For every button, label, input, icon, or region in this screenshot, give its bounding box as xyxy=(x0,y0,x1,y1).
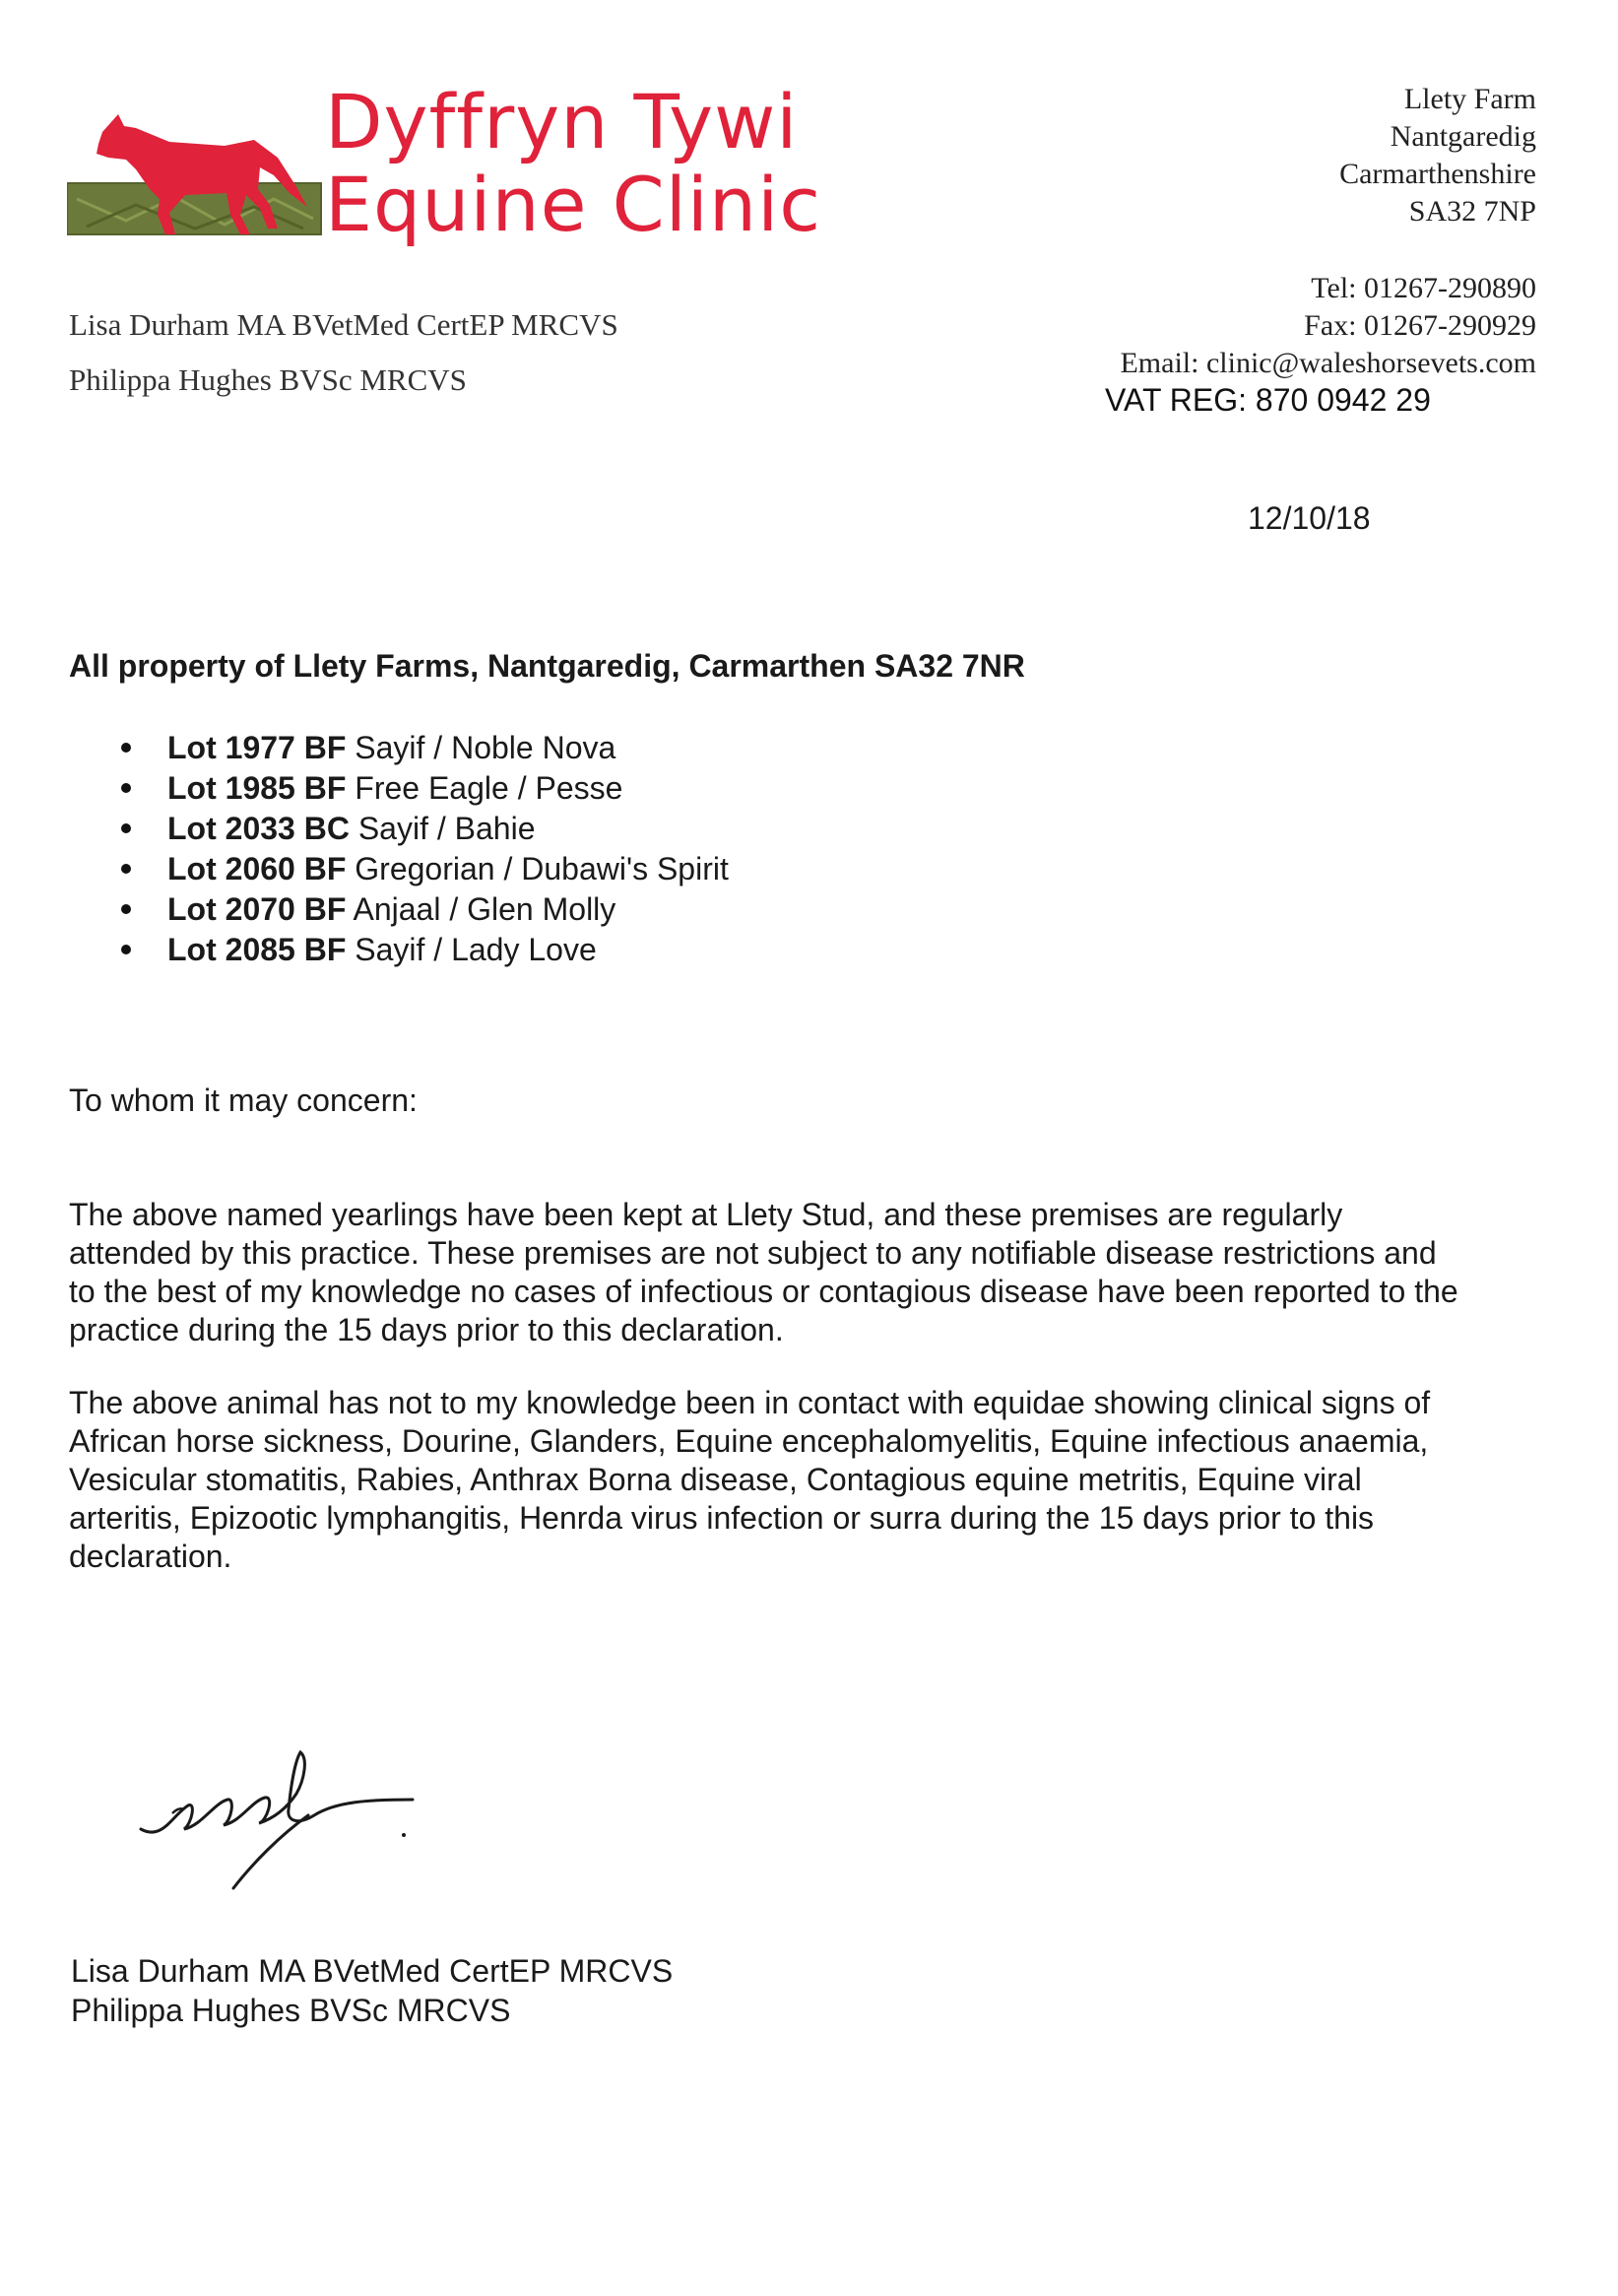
lot-breeding: Sayif / Lady Love xyxy=(355,932,597,967)
lot-breeding: Gregorian / Dubawi's Spirit xyxy=(355,851,729,886)
list-item xyxy=(118,889,729,930)
bullet-icon xyxy=(121,864,131,874)
fax: Fax: 01267-290929 xyxy=(1304,309,1536,342)
email: Email: clinic@waleshorsevets.com xyxy=(1120,347,1536,379)
bullet-icon xyxy=(121,743,131,753)
telephone: Tel: 01267-290890 xyxy=(1311,272,1536,304)
signature-icon xyxy=(133,1719,428,1906)
header-vet-2: Philippa Hughes BVSc MRCVS xyxy=(69,362,467,397)
address-line-1: Llety Farm xyxy=(1403,83,1536,115)
header-vet-1: Lisa Durham MA BVetMed CertEP MRCVS xyxy=(69,307,618,342)
salutation: To whom it may concern: xyxy=(69,1082,418,1118)
list-item xyxy=(118,809,729,849)
signoff-vet-2: Philippa Hughes BVSc MRCVS xyxy=(71,1993,511,2028)
paragraph-1: The above named yearlings have been kept at Llety Stud, and these premises are regularly attended by this practice. These premises are not subject to any notifiable disease restrictions and to the best of my knowledge no cases of infectious or contagious disease have been reported to the practice during the 15 days prior to this declaration. xyxy=(69,1197,1458,1347)
address-line-4: SA32 7NP xyxy=(1408,195,1536,228)
address-line-3: Carmarthenshire xyxy=(1339,158,1536,190)
horse-logo-icon xyxy=(67,110,323,238)
list-item xyxy=(118,849,729,889)
bullet-icon xyxy=(121,823,131,833)
lot-breeding: Sayif / Noble Nova xyxy=(355,730,616,765)
brand-name-line2: Equine Clinic xyxy=(325,161,821,248)
bullet-icon xyxy=(121,945,131,954)
paragraph-2: The above animal has not to my knowledge been in contact with equidae showing clinical signs of African horse sickness, Dourine, Glanders, Equine encephalomyelitis, Equine infectious anaemia, Vesicular stomatitis, Rabies, Anthrax Borna disease, Contagious equine metritis, Equine viral arteritis, Epizootic lymphangitis, Henrda virus infection or surra during the 15 days prior to this declaration. xyxy=(69,1385,1431,1574)
lot-list xyxy=(118,728,729,970)
signoff-vet-1: Lisa Durham MA BVetMed CertEP MRCVS xyxy=(71,1953,674,1989)
letter-date: 12/10/18 xyxy=(1248,500,1371,536)
address-line-2: Nantgaredig xyxy=(1390,120,1536,153)
bullet-icon xyxy=(121,783,131,793)
clinic-address xyxy=(1339,81,1536,230)
lot-number: Lot 2060 BF xyxy=(167,851,347,886)
clinic-logo xyxy=(67,78,821,258)
property-heading: All property of Llety Farms, Nantgaredig, Carmarthen SA32 7NR xyxy=(69,648,1025,684)
lot-breeding: Sayif / Bahie xyxy=(357,811,536,846)
bullet-icon xyxy=(121,904,131,914)
vat-registration: VAT REG: 870 0942 29 xyxy=(1105,382,1431,418)
list-item xyxy=(118,728,729,768)
lot-number: Lot 1985 BF xyxy=(167,770,347,806)
lot-number: Lot 2070 BF xyxy=(167,891,347,927)
clinic-contact xyxy=(1120,270,1536,382)
lot-number: Lot 1977 BF xyxy=(167,730,347,765)
lot-number: Lot 2033 BC xyxy=(167,811,350,846)
lot-breeding: Free Eagle / Pesse xyxy=(355,770,623,806)
list-item xyxy=(118,768,729,809)
brand-name-line1: Dyffryn Tywi xyxy=(325,78,799,165)
lot-breeding: Anjaal / Glen Molly xyxy=(353,891,616,927)
lot-number: Lot 2085 BF xyxy=(167,932,347,967)
signoff-block xyxy=(71,1951,673,2030)
list-item xyxy=(118,930,729,970)
